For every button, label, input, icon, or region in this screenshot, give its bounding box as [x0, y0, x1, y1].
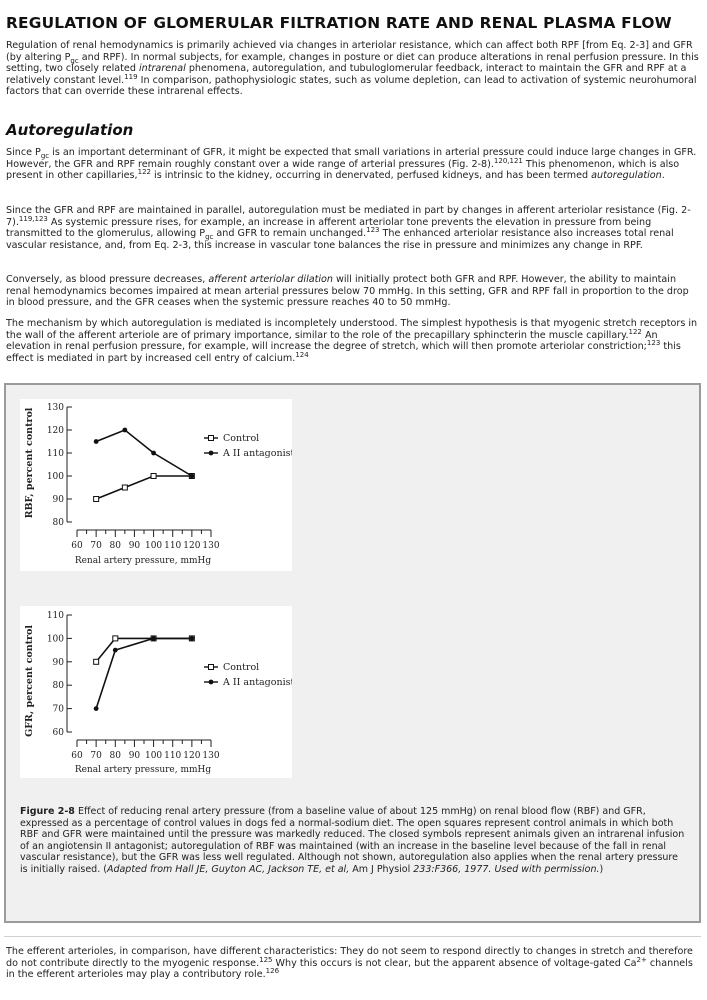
gfr-y-tick-label: 110	[46, 611, 64, 621]
text-run: Since the GFR and RPF are maintained in parallel, autoregulation must be mediated in part by changes in afferent arteriolar resistance (Fig. 2-7).	[6, 205, 691, 228]
citation: 119,123	[18, 214, 48, 223]
gfr-x-tick-label: 130	[202, 751, 220, 761]
text-run: this effect is mediated in part by increased cell entry of calcium.	[6, 341, 681, 364]
text-run: will initially protect both GFR and RPF. However, the ability to maintain renal hemodynamics becomes impaired at mean arterial pressures below 70 mmHg. In this setting, GFR and RPF fall in proportion to the drop in blood pressure, and the GFR ceases when the systemic pressure reaches 40 to 50 mmHg.	[6, 274, 689, 309]
gfr-y-axis-label: GFR, percent control	[24, 625, 35, 737]
gfr-control-point	[94, 659, 99, 664]
rbf-y-tick-label: 90	[52, 495, 64, 505]
paragraph-3	[6, 274, 700, 309]
figure-label: Figure 2-8	[20, 806, 75, 817]
gfr-antagonist-point	[94, 706, 99, 711]
gfr-x-axis-label: Renal artery pressure, mmHg	[74, 765, 212, 775]
text-run: phenomena, autoregulation, and tubuloglomerular feedback, interact to maintain the GFR and RPF at a relatively constant level.	[6, 63, 687, 86]
gfr-y-tick-label: 70	[52, 704, 64, 715]
rbf-x-tick-label: 80	[109, 541, 122, 551]
emphasis: Adapted from Hall JE, Guyton AC, Jackson TE, et al,	[106, 863, 350, 875]
gfr-legend-antagonist-label: A II antagonist	[223, 677, 292, 688]
rbf-legend-control-label: Control	[223, 433, 260, 444]
rbf-x-axis-label: Renal artery pressure, mmHg	[74, 556, 212, 566]
text-run: Since P	[6, 147, 41, 158]
text-run: )	[599, 863, 604, 875]
rbf-antagonist-point	[122, 428, 127, 433]
gfr-y-tick-label: 60	[52, 728, 64, 738]
emphasis: autoregulation	[591, 170, 662, 182]
gfr-legend-control-label: Control	[223, 662, 260, 673]
gfr-control-point	[113, 636, 118, 641]
emphasis: intrarenal	[138, 63, 186, 75]
text-run: In comparison, pathophysiologic states, such as volume depletion, can lead to activation of systemic neurohumoral factors that can override these intrarenal effects.	[6, 74, 697, 98]
emphasis: afferent arteriolar dilation	[208, 274, 333, 285]
rbf-legend-antagonist-label: A II antagonist	[223, 448, 292, 459]
rbf-x-tick-label: 130	[202, 541, 220, 551]
subscript: gc	[40, 151, 50, 160]
gfr-x-tick-label: 60	[71, 751, 83, 761]
citation: 125	[259, 955, 273, 964]
rbf-antagonist-point	[189, 474, 194, 479]
rbf-y-tick-label: 120	[46, 426, 64, 436]
figure-caption	[20, 806, 688, 875]
rbf-y-tick-label: 80	[52, 518, 64, 528]
gfr-legend-control-marker	[209, 665, 214, 670]
text-run: This phenomenon, which is also present in other capillaries,	[6, 158, 680, 182]
citation: 122	[628, 327, 642, 336]
rbf-control-point	[122, 485, 127, 490]
gfr-y-tick-label: 80	[52, 681, 64, 692]
superscript: 2+	[636, 955, 647, 964]
gfr-antagonist-point	[189, 636, 194, 641]
rbf-antagonist-point	[94, 439, 99, 444]
section-divider	[4, 936, 701, 937]
text-run: The mechanism by which autoregulation is mediated is incompletely understood. The simplest hypothesis is that myogenic stretch receptors in the wall of the afferent arteriole are of primary importance, similar to the role of the precapillary sphincterin the muscle capillary.	[6, 318, 698, 341]
gfr-y-tick-label: 90	[52, 657, 64, 668]
gfr-chart-panel	[20, 606, 292, 778]
page-title: REGULATION OF GLOMERULAR FILTRATION RATE AND RENAL PLASMA FLOW	[6, 14, 672, 32]
rbf-chart-panel	[20, 399, 292, 571]
paragraph-4	[6, 318, 700, 364]
gfr-x-tick-label: 120	[183, 751, 201, 761]
citation: 124	[295, 350, 309, 359]
rbf-x-tick-label: 110	[164, 541, 182, 551]
text-run: and GFR to remain unchanged.	[213, 228, 367, 240]
text-run: Am J Physiol	[349, 863, 414, 875]
text-run: As systemic pressure rises, for example, an increase in afferent arteriolar tone prevents the elevation in pressure from being transmitted to the glomerulus, allowing P	[6, 216, 652, 240]
gfr-chart	[20, 606, 292, 778]
rbf-x-tick-label: 120	[183, 541, 201, 551]
gfr-antagonist-point	[113, 648, 118, 653]
citation: 119	[124, 72, 138, 81]
rbf-series-antagonist-line	[96, 430, 192, 476]
paragraph-1	[6, 147, 700, 182]
rbf-legend-antagonist-marker	[209, 451, 214, 456]
gfr-x-tick-label: 70	[90, 751, 102, 761]
text-run: is an important determinant of GFR, it might be expected that small variations in arterial pressure could induce large changes in GFR. However, the GFR and RPF remain roughly constant over a wide range of arterial pressures (Fig. 2-8).	[6, 147, 697, 170]
rbf-x-tick-label: 60	[71, 541, 83, 551]
intro-paragraph	[6, 40, 700, 98]
text-run: Conversely, as blood pressure decreases,	[6, 274, 209, 285]
gfr-legend-antagonist-marker	[209, 680, 214, 685]
text-run: .	[661, 170, 665, 182]
citation: 120,121	[493, 156, 523, 165]
citation: 123	[646, 339, 661, 347]
subscript: gc	[205, 233, 214, 242]
paragraph-2	[6, 205, 700, 251]
emphasis: 233:F366, 1977. Used with permission.	[413, 863, 600, 875]
rbf-legend-control-marker	[209, 436, 214, 441]
gfr-x-tick-label: 110	[164, 751, 182, 761]
paragraph-5	[6, 946, 700, 981]
subscript: gc	[70, 56, 79, 65]
text-run: Why this occurs is not clear, but the apparent absence of voltage-gated Ca	[272, 957, 637, 969]
rbf-antagonist-point	[151, 451, 156, 456]
gfr-series-antagonist-line	[96, 638, 192, 708]
citation: 123	[366, 226, 380, 234]
rbf-x-tick-label: 100	[144, 541, 163, 551]
rbf-y-tick-label: 100	[46, 472, 64, 482]
rbf-chart	[20, 399, 292, 571]
text-run: is intrinsic to the kidney, occurring in denervated, perfused kidneys, and has been termed	[150, 170, 592, 182]
section-heading: Autoregulation	[6, 121, 134, 139]
gfr-x-tick-label: 100	[144, 751, 163, 761]
text-run: channels in the efferent arterioles may play a contributory role.	[6, 957, 693, 981]
text-run: Effect of reducing renal artery pressure (from a baseline value of about 125 mmHg) on renal blood flow (RBF) and GFR, expressed as a percentage of control values in dogs fed a normal-sodium diet. The open squares represent control animals in which both RBF and GFR were maintained until the pressure was markedly reduced. The closed symbols represent animals given an intrarenal infusion of an angiotensin II antagonist; autoregulation of RBF was maintained (with an increase in the baseline level because of the fall in renal vascular resistance), but the GFR was less well regulated. Although not shown, autoregulation also applies when the renal artery pressure is initially raised. (	[20, 806, 685, 875]
rbf-y-axis-label: RBF, percent control	[24, 407, 35, 519]
rbf-x-tick-label: 90	[128, 541, 141, 551]
rbf-y-tick-label: 130	[46, 403, 64, 413]
text-run: The efferent arterioles, in comparison, have different characteristics: They do not seem to respond directly to changes in stretch and therefore do not contribute directly to the myogenic response.	[6, 946, 693, 969]
text-run: The enhanced arteriolar resistance also increases total renal vascular resistance, and, from Eq. 2-3, this increase in vascular tone balances the rise in pressure and minimizes any change in RPF.	[6, 228, 674, 251]
gfr-x-tick-label: 90	[128, 751, 141, 761]
citation: 126	[265, 967, 280, 975]
citation: 122	[137, 168, 151, 176]
text-run: Regulation of renal hemodynamics is primarily achieved via changes in arteriolar resistance, which can affect both RPF [from Eq. 2-3] and GFR (by altering P	[6, 40, 693, 63]
gfr-antagonist-point	[151, 636, 156, 641]
rbf-control-point	[151, 474, 156, 479]
text-run: An elevation in renal perfusion pressure, for example, will increase the degree of stretch, which will then promote arteriolar constriction;	[6, 329, 658, 353]
text-run: and RPF). In normal subjects, for example, changes in posture or diet can produce alterations in renal perfusion pressure. In this setting, two closely related	[6, 51, 699, 75]
rbf-x-tick-label: 70	[90, 541, 102, 551]
rbf-y-tick-label: 110	[46, 449, 64, 459]
gfr-x-tick-label: 80	[109, 751, 122, 761]
gfr-y-tick-label: 100	[46, 634, 64, 645]
rbf-series-control-line	[96, 476, 192, 499]
rbf-control-point	[94, 497, 99, 502]
